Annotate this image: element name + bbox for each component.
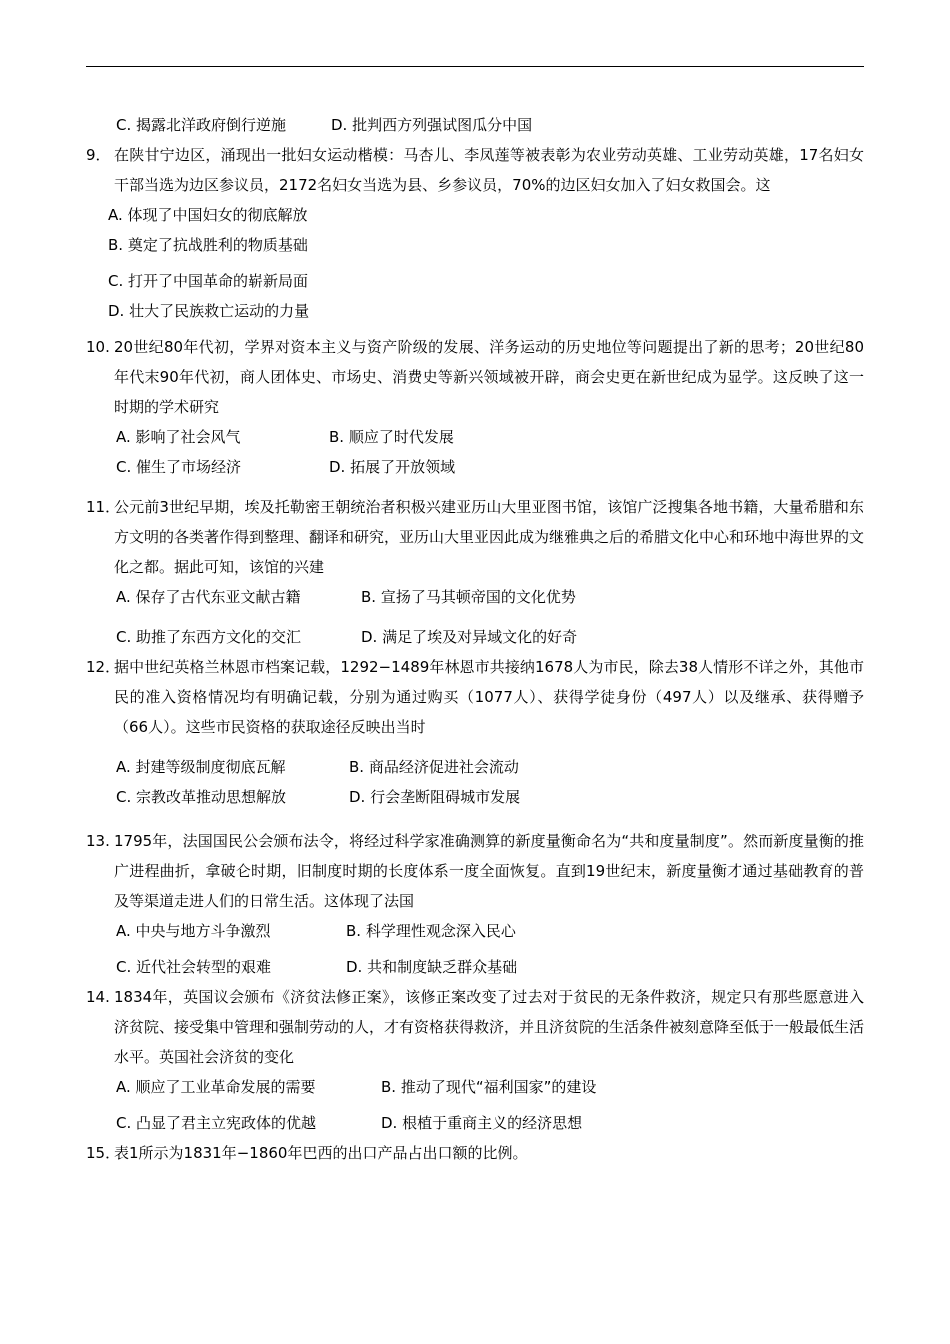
option-b: B. 奠定了抗战胜利的物质基础 [108, 236, 308, 254]
question-stem: 表1所示为1831年−1860年巴西的出口产品占出口额的比例。 [114, 1144, 528, 1162]
question-13 [86, 826, 864, 982]
question-number: 12． [86, 658, 121, 676]
option-b: B. 顺应了时代发展 [329, 428, 454, 446]
header-rule [86, 66, 864, 67]
question-10 [86, 332, 864, 482]
option-b: B. 科学理性观念深入民心 [346, 922, 516, 940]
option-c: C. 揭露北洋政府倒行逆施 [116, 116, 287, 134]
question-number: 15． [86, 1144, 121, 1162]
option-b: B. 宣扬了马其顿帝国的文化优势 [361, 588, 576, 606]
option-a: A. 保存了古代东亚文献古籍 [116, 588, 301, 606]
option-a: A. 影响了社会风气 [116, 428, 241, 446]
option-d: D. 共和制度缺乏群众基础 [346, 958, 518, 976]
question-12 [86, 652, 864, 812]
option-c: C. 凸显了君主立宪政体的优越 [116, 1114, 317, 1132]
option-c: C. 近代社会转型的艰难 [116, 958, 272, 976]
option-a: A. 顺应了工业革命发展的需要 [116, 1078, 316, 1096]
question-14 [86, 982, 864, 1138]
option-d: D. 根植于重商主义的经济思想 [381, 1114, 583, 1132]
question-stem: 公元前3世纪早期，埃及托勒密王朝统治者积极兴建亚历山大里亚图书馆，该馆广泛搜集各地书籍，大量希腊和东方文明的各类著作得到整理、翻译和研究，亚历山大里亚因此成为继雅典之后的希腊文化中心和环地中海世界的文化之都。据此可知，该馆的兴建 [114, 498, 865, 576]
prev-question-options [86, 110, 864, 140]
question-stem: 在陕甘宁边区，涌现出一批妇女运动楷模：马杏儿、李凤莲等被表彰为农业劳动英雄、工业劳动英雄，17名妇女干部当选为边区参议员，2172名妇女当选为县、乡参议员，70%的边区妇女加入了妇女救国会。这 [114, 146, 864, 194]
option-b: B. 商品经济促进社会流动 [349, 758, 519, 776]
question-number: 11． [86, 498, 121, 516]
option-d: D. 满足了埃及对异域文化的好奇 [361, 628, 578, 646]
question-stem: 1834年，英国议会颁布《济贫法修正案》，该修正案改变了过去对于贫民的无条件救济，规定只有那些愿意进入济贫院、接受集中管理和强制劳动的人，才有资格获得救济，并且济贫院的生活条件被刻意降至低于一般最低生活水平。英国社会济贫的变化 [114, 988, 865, 1066]
question-number: 13. [86, 832, 110, 850]
option-d: D. 批判西方列强试图瓜分中国 [331, 116, 533, 134]
option-d: D. 拓展了开放领域 [329, 458, 456, 476]
question-number: 9． [86, 146, 111, 164]
question-9 [86, 140, 864, 326]
question-stem: 1795年，法国国民公会颁布法令，将经过科学家准确测算的新度量衡命名为“共和度量制度”。然而新度量衡的推广进程曲折，拿破仑时期，旧制度时期的长度体系一度全面恢复。直到19世纪末，新度量衡才通过基础教育的普及等渠道走进人们的日常生活。这体现了法国 [114, 832, 864, 910]
option-c: C. 宗教改革推动思想解放 [116, 788, 287, 806]
question-15 [86, 1138, 864, 1168]
question-11 [86, 492, 864, 652]
question-stem: 20世纪80年代初，学界对资本主义与资产阶级的发展、洋务运动的历史地位等问题提出了新的思考；20世纪80年代末90年代初，商人团体史、市场史、消费史等新兴领域被开辟，商会史更在新世纪成为显学。这反映了这一时期的学术研究 [114, 338, 864, 416]
option-d: D. 行会垄断阻碍城市发展 [349, 788, 521, 806]
option-a: A. 封建等级制度彻底瓦解 [116, 758, 286, 776]
option-c: C. 催生了市场经济 [116, 458, 242, 476]
option-a: A. 中央与地方斗争激烈 [116, 922, 271, 940]
question-number: 10. [86, 338, 110, 356]
question-number: 14. [86, 988, 110, 1006]
exam-page [86, 110, 864, 1168]
question-stem: 据中世纪英格兰林恩市档案记载，1292−1489年林恩市共接纳1678人为市民，除去38人情形不详之外，其他市民的准入资格情况均有明确记载，分别为通过购买（1077人）、获得学徒身份（497人）以及继承、获得赠予（66人）。这些市民资格的获取途径反映出当时 [114, 658, 864, 736]
option-b: B. 推动了现代“福利国家”的建设 [381, 1078, 597, 1096]
option-a: A. 体现了中国妇女的彻底解放 [108, 206, 308, 224]
option-c: C. 助推了东西方文化的交汇 [116, 628, 302, 646]
option-c: C. 打开了中国革命的崭新局面 [108, 272, 309, 290]
option-d: D. 壮大了民族救亡运动的力量 [108, 302, 310, 320]
